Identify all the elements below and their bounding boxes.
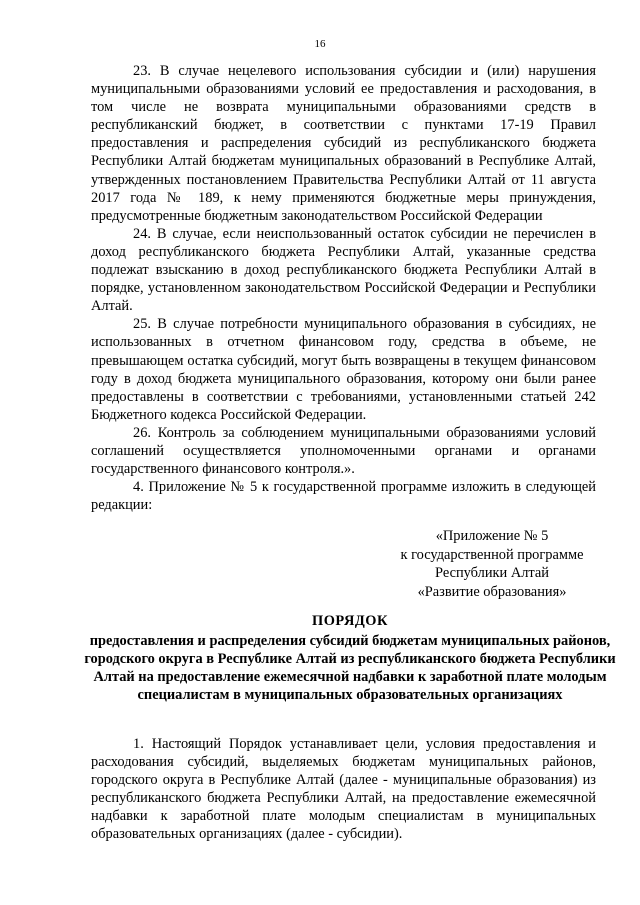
paragraph-24: 24. В случае, если неиспользованный остаток субсидии не перечислен в доход республиканского бюджета Республики Алтай, указанные средства подлежат взысканию в доход республиканского бюджета Республики Алтай в порядке, установленном законодательством Российской Федерации и Республики Алтай. [91, 225, 596, 315]
paragraph-25: 25. В случае потребности муниципального образования в субсидиях, не использованных в отчетном финансовом году, средства в объеме, не превышающем остатка субсидий, могут быть возвращены в текущем финансовом году в доход бюджета муниципального образования, которому они были ранее предоставлены в соответствии с требованиями, установленными статьей 242 Бюджетного кодекса Российской Федерации. [91, 316, 596, 423]
paragraph-23: 23. В случае нецелевого использования субсидии и (или) нарушения муниципальными образованиями условий ее предоставления и расходования, в том числе не возврата муниципальными образованиями средств в республиканский бюджет, в соответствии с пунктами 17-19 Правил предоставления и распределения субсидий из республиканского бюджета Республики Алтай бюджетам муниципальных образований в Республике Алтай, утвержденных постановлением Правительства Республики Алтай от 11 августа 2017 года № 189, к нему применяются бюджетные меры принуждения, предусмотренные бюджетным законодательством Российской Федерации [91, 63, 596, 224]
body-text-bottom [91, 735, 596, 844]
document-subtitle: предоставления и распределения субсидий бюджетам муниципальных районов, городского округа в Республике Алтай из республиканского бюджета Республики Алтай на предоставление ежемесячной надбавки к заработной плате молодым специалистам в муниципальных образовательных организациях [84, 633, 616, 703]
page-number: 16 [314, 38, 326, 50]
document-title: ПОРЯДОК [312, 613, 388, 629]
appendix-reference [370, 527, 614, 601]
body-text-top [91, 62, 596, 514]
appendix-line-4: «Развитие образования» [417, 583, 567, 600]
paragraph-26: 26. Контроль за соблюдением муниципальными образованиями условий соглашений осуществляется уполномоченными органами и органами государственного финансового контроля.». [91, 424, 596, 478]
paragraph-item-4: 4. Приложение № 5 к государственной программе изложить в следующей редакции: [91, 479, 596, 514]
appendix-line-1: «Приложение № 5 [435, 528, 549, 544]
appendix-line-3: Республики Алтай [435, 565, 549, 581]
paragraph-1: 1. Настоящий Порядок устанавливает цели, условия предоставления и расходования субсидий, выделяемых бюджетам муниципальных районов, городского округа в Республике Алтай (далее - муниципальные образования) из республиканского бюджета Республики Алтай, на предоставление ежемесячной надбавки к заработной плате молодым специалистам в муниципальных образовательных организациях (далее - субсидии). [91, 736, 596, 843]
appendix-line-2: к государственной программе [400, 546, 584, 563]
